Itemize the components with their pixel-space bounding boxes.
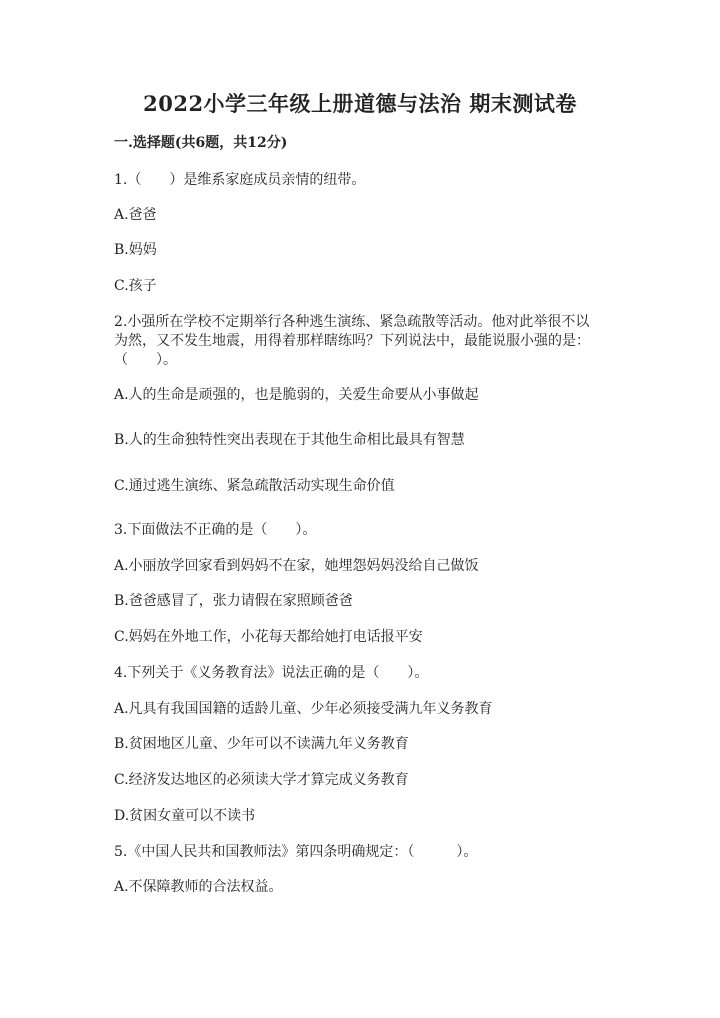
question-2-option-b: B.人的生命独特性突出表现在于其他生命相比最具有智慧 — [114, 432, 465, 448]
exam-title: 2022小学三年级上册道德与法治 期末测试卷 — [143, 91, 577, 116]
section-heading: 一.选择题(共6题，共12分) — [114, 135, 288, 151]
question-4-option-c: C.经济发达地区的必须读大学才算完成义务教育 — [114, 772, 409, 788]
question-5-option-a: A.不保障教师的合法权益。 — [114, 879, 283, 895]
question-2-option-c: C.通过逃生演练、紧急疏散活动实现生命价值 — [114, 478, 395, 494]
question-4-option-d: D.贫困女童可以不读书 — [114, 808, 256, 824]
question-1-option-c: C.孩子 — [114, 278, 157, 294]
question-1-option-a: A.爸爸 — [114, 207, 157, 223]
question-2-stem-line-3: （ ）。 — [114, 352, 177, 368]
question-2-option-a: A.人的生命是顽强的，也是脆弱的，关爱生命要从小事做起 — [114, 387, 479, 403]
question-3-stem: 3.下面做法不正确的是（ ）。 — [114, 522, 317, 538]
question-3-option-c: C.妈妈在外地工作，小花每天都给她打电话报平安 — [114, 629, 423, 645]
question-1-option-b: B.妈妈 — [114, 242, 157, 258]
question-4-option-a: A.凡具有我国国籍的适龄儿童、少年必须接受满九年义务教育 — [114, 701, 493, 717]
question-1-stem: 1.（ ）是维系家庭成员亲情的纽带。 — [114, 172, 366, 188]
question-4-stem: 4.下列关于《义务教育法》说法正确的是（ ）。 — [114, 665, 429, 681]
question-2-stem-line-1: 2.小强所在学校不定期举行各种逃生演练、紧急疏散等活动。他对此举很不以 — [114, 314, 590, 330]
question-3-option-a: A.小丽放学回家看到妈妈不在家，她埋怨妈妈没给自己做饭 — [114, 558, 479, 574]
question-4-option-b: B.贫困地区儿童、少年可以不读满九年义务教育 — [114, 736, 409, 752]
question-3-option-b: B.爸爸感冒了，张力请假在家照顾爸爸 — [114, 593, 353, 609]
question-2-stem-line-2: 为然，又不发生地震，用得着那样瞎练吗？下列说法中，最能说服小强的是： — [114, 333, 590, 349]
question-5-stem: 5.《中国人民共和国教师法》第四条明确规定：（ ）。 — [114, 844, 478, 860]
